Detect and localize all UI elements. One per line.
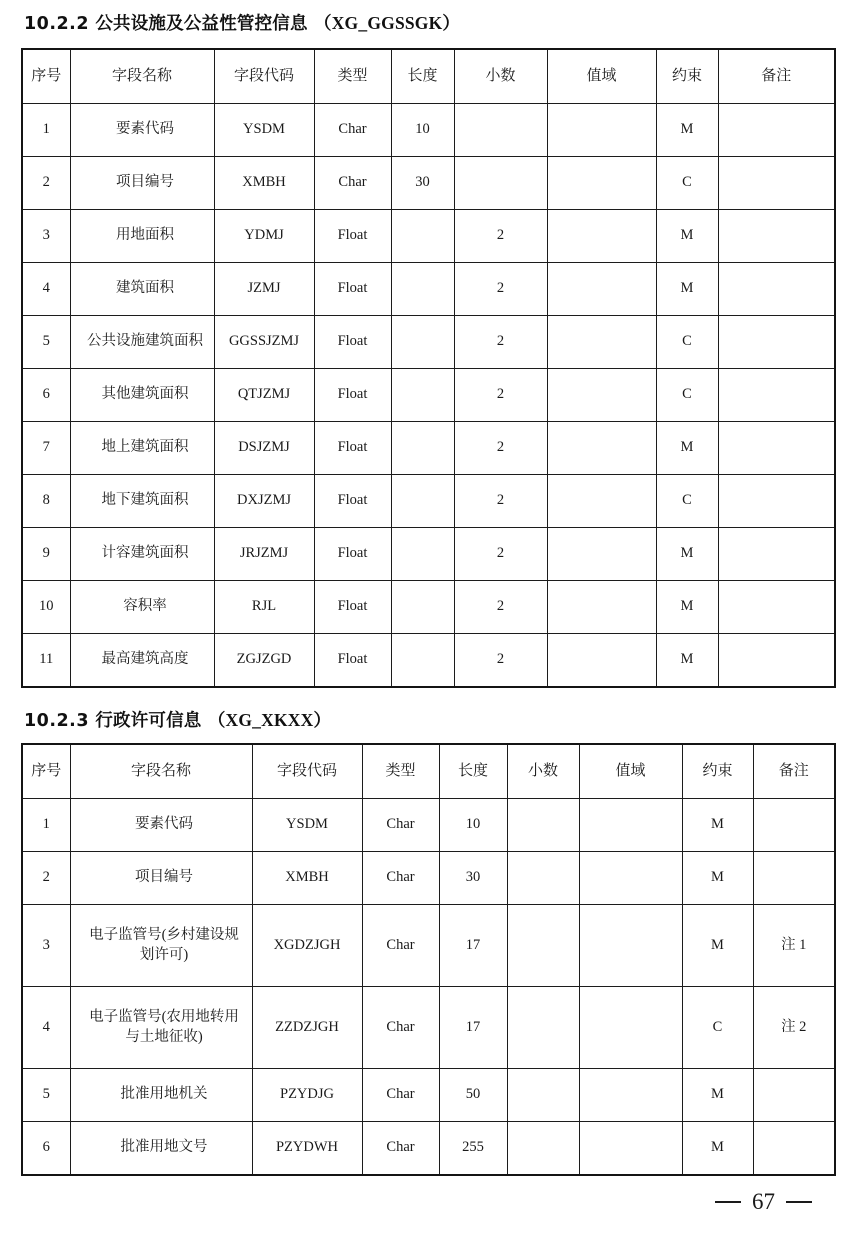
cell-name: 公共设施建筑面积 bbox=[70, 316, 214, 369]
cell-code: YDMJ bbox=[214, 210, 314, 263]
table-row bbox=[22, 157, 835, 210]
cell-range bbox=[547, 316, 656, 369]
cell-type: Char bbox=[362, 905, 439, 987]
cell-seq: 4 bbox=[22, 263, 70, 316]
cell-length bbox=[391, 528, 454, 581]
cell-name: 要素代码 bbox=[70, 799, 252, 852]
section-heading-ggssgk bbox=[24, 10, 460, 35]
cell-seq: 6 bbox=[22, 369, 70, 422]
cell-length bbox=[391, 316, 454, 369]
cell-type: Float bbox=[314, 316, 391, 369]
cell-length: 17 bbox=[439, 905, 507, 987]
cell-seq: 2 bbox=[22, 157, 70, 210]
cell-decimal bbox=[507, 1069, 579, 1122]
cell-range bbox=[579, 852, 682, 905]
page-number: 67 bbox=[752, 1189, 775, 1214]
cell-name: 最高建筑高度 bbox=[70, 634, 214, 688]
cell-decimal: 2 bbox=[454, 528, 547, 581]
cell-name: 其他建筑面积 bbox=[70, 369, 214, 422]
section-code: （XG_XKXX） bbox=[207, 710, 332, 730]
cell-length bbox=[391, 210, 454, 263]
footer-dash-left bbox=[715, 1201, 741, 1203]
cell-constraint: M bbox=[656, 104, 718, 157]
table-row bbox=[22, 210, 835, 263]
cell-code: XMBH bbox=[214, 157, 314, 210]
cell-name: 批准用地机关 bbox=[70, 1069, 252, 1122]
cell-length: 17 bbox=[439, 987, 507, 1069]
cell-seq: 3 bbox=[22, 210, 70, 263]
cell-type: Char bbox=[362, 852, 439, 905]
cell-range bbox=[547, 210, 656, 263]
cell-name: 建筑面积 bbox=[70, 263, 214, 316]
table-row bbox=[22, 799, 835, 852]
cell-constraint: M bbox=[656, 263, 718, 316]
table-body-xkxx bbox=[22, 799, 835, 1176]
cell-constraint: M bbox=[656, 634, 718, 688]
cell-type: Float bbox=[314, 475, 391, 528]
cell-type: Char bbox=[314, 104, 391, 157]
cell-code: DSJZMJ bbox=[214, 422, 314, 475]
cell-seq: 2 bbox=[22, 852, 70, 905]
cell-range bbox=[547, 528, 656, 581]
cell-range bbox=[579, 1069, 682, 1122]
cell-code: XMBH bbox=[252, 852, 362, 905]
column-header-code: 字段代码 bbox=[252, 744, 362, 799]
cell-note bbox=[718, 104, 835, 157]
column-header-constraint: 约束 bbox=[656, 49, 718, 104]
cell-constraint: C bbox=[656, 369, 718, 422]
cell-range bbox=[547, 104, 656, 157]
table-header-row bbox=[22, 744, 835, 799]
cell-note bbox=[753, 1122, 835, 1176]
cell-range bbox=[547, 422, 656, 475]
section-number: 10.2.3 bbox=[24, 711, 90, 731]
column-header-length: 长度 bbox=[391, 49, 454, 104]
cell-constraint: M bbox=[656, 581, 718, 634]
cell-code: YSDM bbox=[214, 104, 314, 157]
cell-code: ZZDZJGH bbox=[252, 987, 362, 1069]
cell-note bbox=[718, 210, 835, 263]
cell-name: 项目编号 bbox=[70, 852, 252, 905]
cell-code: DXJZMJ bbox=[214, 475, 314, 528]
cell-note bbox=[718, 581, 835, 634]
column-header-decimal: 小数 bbox=[454, 49, 547, 104]
cell-length bbox=[391, 634, 454, 688]
column-header-decimal: 小数 bbox=[507, 744, 579, 799]
cell-length: 30 bbox=[391, 157, 454, 210]
cell-constraint: M bbox=[656, 422, 718, 475]
section-number: 10.2.2 bbox=[24, 14, 90, 34]
cell-code: XGDZJGH bbox=[252, 905, 362, 987]
cell-constraint: M bbox=[682, 1122, 753, 1176]
cell-note bbox=[718, 263, 835, 316]
section-title: 公共设施及公益性管控信息 bbox=[95, 14, 308, 34]
cell-decimal: 2 bbox=[454, 581, 547, 634]
cell-constraint: M bbox=[682, 799, 753, 852]
cell-range bbox=[547, 475, 656, 528]
cell-constraint: C bbox=[656, 316, 718, 369]
cell-decimal: 2 bbox=[454, 475, 547, 528]
column-header-type: 类型 bbox=[362, 744, 439, 799]
table-row bbox=[22, 528, 835, 581]
cell-note bbox=[718, 422, 835, 475]
cell-code: JZMJ bbox=[214, 263, 314, 316]
column-header-length: 长度 bbox=[439, 744, 507, 799]
cell-note bbox=[753, 1069, 835, 1122]
column-header-seq: 序号 bbox=[22, 744, 70, 799]
section-heading-xkxx bbox=[24, 707, 331, 732]
cell-code: YSDM bbox=[252, 799, 362, 852]
cell-range bbox=[579, 1122, 682, 1176]
cell-constraint: M bbox=[656, 528, 718, 581]
cell-decimal bbox=[507, 905, 579, 987]
column-header-name: 字段名称 bbox=[70, 744, 252, 799]
cell-note bbox=[718, 634, 835, 688]
cell-decimal: 2 bbox=[454, 369, 547, 422]
cell-name: 用地面积 bbox=[70, 210, 214, 263]
cell-length: 10 bbox=[439, 799, 507, 852]
cell-name: 电子监管号(乡村建设规划许可) bbox=[70, 905, 252, 987]
cell-range bbox=[547, 581, 656, 634]
section-title: 行政许可信息 bbox=[95, 711, 202, 731]
cell-decimal: 2 bbox=[454, 263, 547, 316]
cell-constraint: M bbox=[682, 905, 753, 987]
cell-note bbox=[718, 369, 835, 422]
table-row bbox=[22, 104, 835, 157]
cell-seq: 5 bbox=[22, 1069, 70, 1122]
cell-name: 计容建筑面积 bbox=[70, 528, 214, 581]
table-row bbox=[22, 581, 835, 634]
cell-type: Char bbox=[362, 1069, 439, 1122]
column-header-constraint: 约束 bbox=[682, 744, 753, 799]
table-row bbox=[22, 422, 835, 475]
table-row bbox=[22, 1122, 835, 1176]
table-row bbox=[22, 634, 835, 688]
cell-code: PZYDWH bbox=[252, 1122, 362, 1176]
cell-length: 10 bbox=[391, 104, 454, 157]
table-row bbox=[22, 852, 835, 905]
cell-code: QTJZMJ bbox=[214, 369, 314, 422]
cell-code: RJL bbox=[214, 581, 314, 634]
cell-decimal bbox=[454, 157, 547, 210]
cell-constraint: C bbox=[656, 157, 718, 210]
cell-seq: 10 bbox=[22, 581, 70, 634]
cell-seq: 5 bbox=[22, 316, 70, 369]
cell-seq: 9 bbox=[22, 528, 70, 581]
cell-constraint: M bbox=[656, 210, 718, 263]
table-xkxx bbox=[21, 743, 836, 1176]
cell-type: Float bbox=[314, 263, 391, 316]
cell-length: 30 bbox=[439, 852, 507, 905]
table-header-row bbox=[22, 49, 835, 104]
cell-seq: 8 bbox=[22, 475, 70, 528]
cell-constraint: C bbox=[656, 475, 718, 528]
column-header-type: 类型 bbox=[314, 49, 391, 104]
cell-name: 电子监管号(农用地转用与土地征收) bbox=[70, 987, 252, 1069]
cell-range bbox=[579, 905, 682, 987]
cell-seq: 7 bbox=[22, 422, 70, 475]
cell-code: GGSSJZMJ bbox=[214, 316, 314, 369]
cell-decimal: 2 bbox=[454, 422, 547, 475]
cell-note bbox=[718, 316, 835, 369]
cell-name: 项目编号 bbox=[70, 157, 214, 210]
cell-range bbox=[579, 799, 682, 852]
column-header-note: 备注 bbox=[753, 744, 835, 799]
cell-type: Char bbox=[314, 157, 391, 210]
table-row bbox=[22, 369, 835, 422]
cell-decimal: 2 bbox=[454, 316, 547, 369]
cell-length bbox=[391, 422, 454, 475]
cell-code: JRJZMJ bbox=[214, 528, 314, 581]
cell-decimal bbox=[507, 1122, 579, 1176]
cell-decimal: 2 bbox=[454, 210, 547, 263]
cell-seq: 1 bbox=[22, 799, 70, 852]
cell-type: Char bbox=[362, 987, 439, 1069]
cell-seq: 6 bbox=[22, 1122, 70, 1176]
column-header-code: 字段代码 bbox=[214, 49, 314, 104]
cell-code: ZGJZGD bbox=[214, 634, 314, 688]
cell-type: Float bbox=[314, 634, 391, 688]
cell-name: 地下建筑面积 bbox=[70, 475, 214, 528]
table-row bbox=[22, 905, 835, 987]
cell-name: 批准用地文号 bbox=[70, 1122, 252, 1176]
cell-note bbox=[718, 528, 835, 581]
cell-note bbox=[718, 475, 835, 528]
cell-note: 注 2 bbox=[753, 987, 835, 1069]
cell-note bbox=[753, 852, 835, 905]
cell-decimal bbox=[507, 852, 579, 905]
table-ggssgk bbox=[21, 48, 836, 688]
cell-range bbox=[547, 157, 656, 210]
cell-note bbox=[718, 157, 835, 210]
cell-decimal bbox=[507, 799, 579, 852]
cell-type: Float bbox=[314, 581, 391, 634]
cell-name: 容积率 bbox=[70, 581, 214, 634]
cell-type: Char bbox=[362, 1122, 439, 1176]
column-header-name: 字段名称 bbox=[70, 49, 214, 104]
cell-type: Float bbox=[314, 210, 391, 263]
cell-decimal bbox=[454, 104, 547, 157]
page-footer bbox=[715, 1189, 812, 1215]
column-header-range: 值域 bbox=[579, 744, 682, 799]
column-header-range: 值域 bbox=[547, 49, 656, 104]
cell-constraint: C bbox=[682, 987, 753, 1069]
cell-seq: 1 bbox=[22, 104, 70, 157]
cell-range bbox=[547, 634, 656, 688]
cell-range bbox=[547, 369, 656, 422]
cell-decimal bbox=[507, 987, 579, 1069]
cell-type: Float bbox=[314, 369, 391, 422]
section-code: （XG_GGSSGK） bbox=[314, 13, 461, 33]
cell-seq: 11 bbox=[22, 634, 70, 688]
cell-note: 注 1 bbox=[753, 905, 835, 987]
column-header-seq: 序号 bbox=[22, 49, 70, 104]
cell-constraint: M bbox=[682, 1069, 753, 1122]
column-header-note: 备注 bbox=[718, 49, 835, 104]
table-body-ggssgk bbox=[22, 104, 835, 688]
cell-decimal: 2 bbox=[454, 634, 547, 688]
cell-seq: 3 bbox=[22, 905, 70, 987]
cell-length bbox=[391, 369, 454, 422]
cell-seq: 4 bbox=[22, 987, 70, 1069]
table-row bbox=[22, 987, 835, 1069]
cell-length: 50 bbox=[439, 1069, 507, 1122]
cell-length bbox=[391, 475, 454, 528]
cell-length: 255 bbox=[439, 1122, 507, 1176]
cell-constraint: M bbox=[682, 852, 753, 905]
cell-code: PZYDJG bbox=[252, 1069, 362, 1122]
cell-range bbox=[579, 987, 682, 1069]
cell-name: 地上建筑面积 bbox=[70, 422, 214, 475]
table-row bbox=[22, 475, 835, 528]
cell-type: Float bbox=[314, 528, 391, 581]
cell-length bbox=[391, 263, 454, 316]
cell-range bbox=[547, 263, 656, 316]
table-row bbox=[22, 316, 835, 369]
cell-type: Float bbox=[314, 422, 391, 475]
cell-type: Char bbox=[362, 799, 439, 852]
cell-length bbox=[391, 581, 454, 634]
cell-note bbox=[753, 799, 835, 852]
footer-dash-right bbox=[786, 1201, 812, 1203]
cell-name: 要素代码 bbox=[70, 104, 214, 157]
table-row bbox=[22, 1069, 835, 1122]
table-row bbox=[22, 263, 835, 316]
